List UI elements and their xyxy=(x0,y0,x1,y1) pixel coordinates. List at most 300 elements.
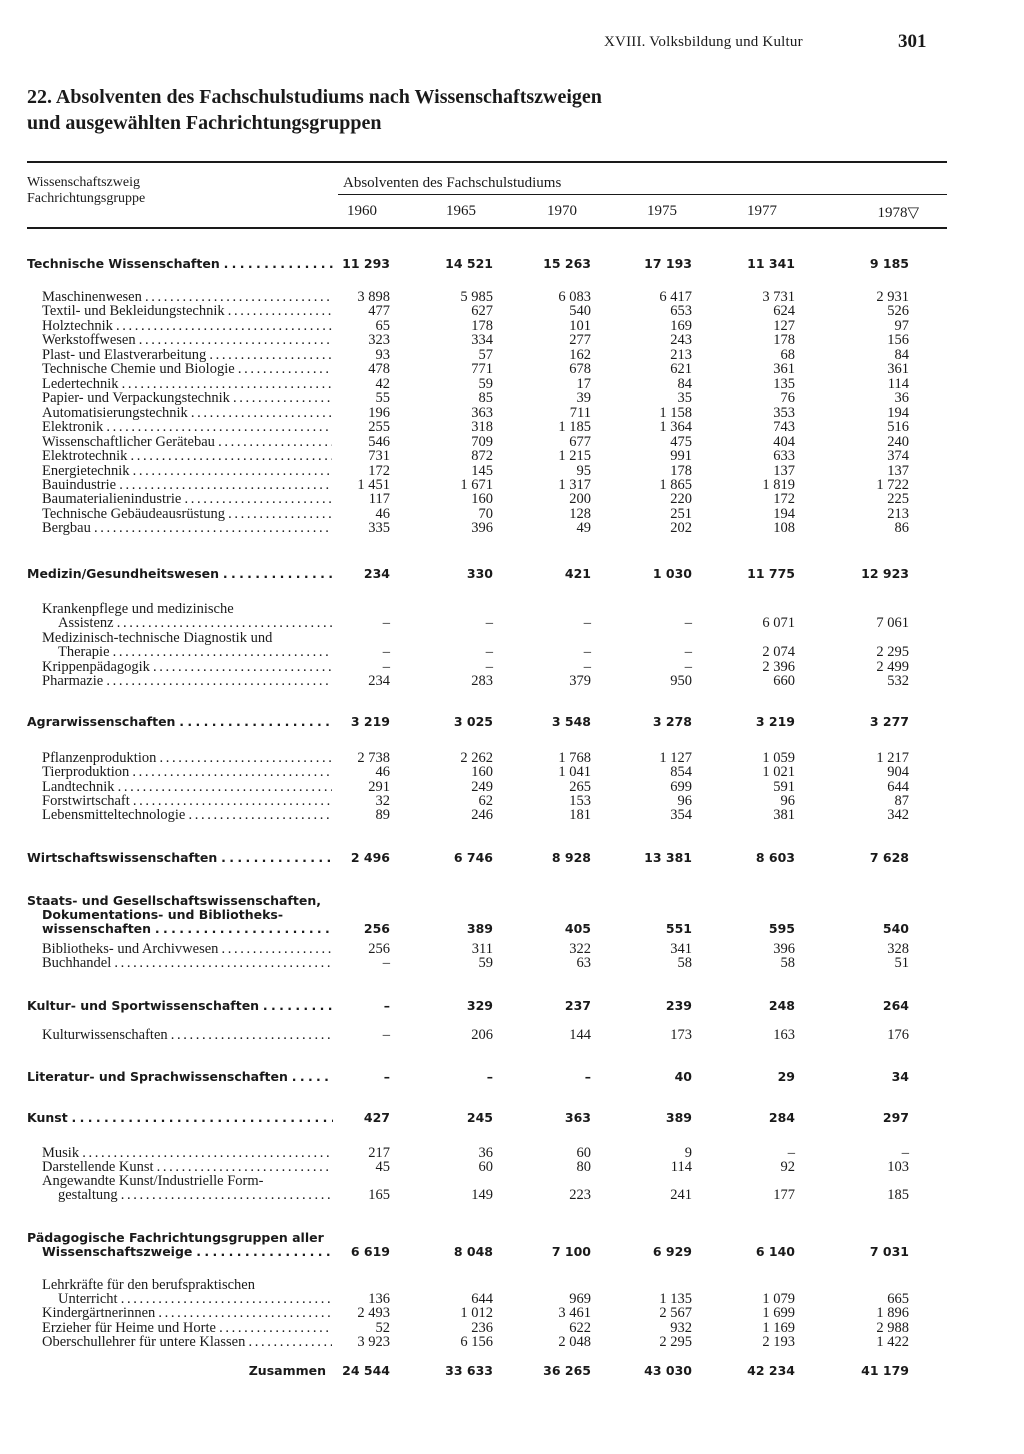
cell-1977: 96 xyxy=(780,793,795,809)
row-label: Kunst . . . xyxy=(27,1111,333,1125)
row-label: Textil- und Bekleidungstechnik . . . xyxy=(42,304,332,318)
cell-1960: 32 xyxy=(375,793,390,809)
cell-1965: 8 048 xyxy=(453,1244,493,1259)
cell-1960: 46 xyxy=(375,506,390,522)
table-title-line-2: und ausgewählten Fachrichtungsgruppen xyxy=(27,112,382,134)
cell-1975: 40 xyxy=(674,1069,692,1084)
row-label: Medizin/Gesundheitswesen . . . xyxy=(27,567,333,581)
cell-1978: 328 xyxy=(887,941,909,957)
cell-1975: 17 193 xyxy=(644,256,692,271)
table-top-rule xyxy=(27,161,947,163)
cell-1960: 196 xyxy=(368,405,390,421)
row-label: Bergbau . . . xyxy=(42,521,332,535)
cell-1960: 2 493 xyxy=(357,1305,390,1321)
cell-1975: 950 xyxy=(670,673,692,689)
cell-1977: 1 079 xyxy=(762,1291,795,1307)
cell-1975: 1 364 xyxy=(659,419,692,435)
cell-1978: 2 931 xyxy=(876,289,909,305)
cell-1960: 731 xyxy=(368,448,390,464)
cell-1970: 540 xyxy=(569,303,591,319)
cell-1977: 92 xyxy=(780,1159,795,1175)
cell-1975: 354 xyxy=(670,807,692,823)
cell-1970: 1 768 xyxy=(558,750,591,766)
cell-1970: 3 461 xyxy=(558,1305,591,1321)
cell-1960: 52 xyxy=(375,1320,390,1336)
cell-1960: 42 xyxy=(375,376,390,392)
cell-1970: 7 100 xyxy=(551,1244,591,1259)
cell-1977: 2 193 xyxy=(762,1334,795,1350)
cell-1978: 374 xyxy=(887,448,909,464)
cell-1970: 969 xyxy=(569,1291,591,1307)
cell-1970: 1 041 xyxy=(558,764,591,780)
row-label: Literatur- und Sprachwissenschaften . . . xyxy=(27,1070,333,1084)
cell-1977: 591 xyxy=(773,779,795,795)
row-label: gestaltung . . . xyxy=(58,1188,332,1202)
cell-1978: 7 031 xyxy=(869,1244,909,1259)
cell-1977: 177 xyxy=(773,1187,795,1203)
column-group-header: Absolventen des Fachschulstudiums xyxy=(343,175,562,191)
cell-1978: 342 xyxy=(887,807,909,823)
row-label: Angewandte Kunst/Industrielle Form- xyxy=(42,1174,264,1188)
cell-1960: 256 xyxy=(368,941,390,957)
cell-1970: 128 xyxy=(569,506,591,522)
cell-1960: 3 898 xyxy=(357,289,390,305)
header-bottom-rule xyxy=(27,227,947,229)
cell-1970: 144 xyxy=(569,1027,591,1043)
cell-1965: 60 xyxy=(478,1159,493,1175)
cell-1965: 245 xyxy=(466,1110,493,1125)
row-label: Dokumentations- und Bibliotheks- xyxy=(42,908,284,922)
cell-1970: 162 xyxy=(569,347,591,363)
cell-1977: 633 xyxy=(773,448,795,464)
row-label: Papier- und Verpackungstechnik . . . xyxy=(42,391,332,405)
row-label: Unterricht . . . xyxy=(58,1292,332,1306)
row-label: Lebensmitteltechnologie . . . xyxy=(42,808,332,822)
cell-1978: 2 295 xyxy=(876,644,909,660)
cell-1965: 145 xyxy=(471,463,493,479)
cell-1965: 85 xyxy=(478,390,493,406)
cell-1970: – xyxy=(583,659,591,675)
cell-1975: 1 127 xyxy=(659,750,692,766)
cell-1977: 660 xyxy=(773,673,795,689)
row-label: Kulturwissenschaften . . . xyxy=(42,1028,332,1042)
cell-1960: 172 xyxy=(368,463,390,479)
cell-1965: 70 xyxy=(478,506,493,522)
cell-1965: 160 xyxy=(471,491,493,507)
table-title-line-1: 22. Absolventen des Fachschulstudiums nach Wissenschaftszweigen xyxy=(27,86,602,108)
cell-1978: 87 xyxy=(894,793,909,809)
row-label: Krankenpflege und medizinische xyxy=(42,602,234,616)
cell-1965: 363 xyxy=(471,405,493,421)
row-label: Lehrkräfte für den berufspraktischen xyxy=(42,1278,255,1292)
cell-1960: 45 xyxy=(375,1159,390,1175)
cell-1975: – xyxy=(684,615,692,631)
cell-1970: 101 xyxy=(569,318,591,334)
cell-1970: 421 xyxy=(564,566,591,581)
cell-1970: 237 xyxy=(564,998,591,1013)
cell-1977: 2 074 xyxy=(762,644,795,660)
cell-1978: 516 xyxy=(887,419,909,435)
cell-1977: 178 xyxy=(773,332,795,348)
cell-1965: 5 985 xyxy=(460,289,493,305)
cell-1970: 39 xyxy=(576,390,591,406)
cell-1960: 234 xyxy=(368,673,390,689)
cell-1977: 8 603 xyxy=(755,850,795,865)
cell-1975: 6 417 xyxy=(659,289,692,305)
row-label: Kindergärtnerinnen . . . xyxy=(42,1306,332,1320)
cell-1977: 29 xyxy=(777,1069,795,1084)
cell-1977: 108 xyxy=(773,520,795,536)
cell-1960: – xyxy=(382,1027,390,1043)
column-group-rule xyxy=(338,194,947,195)
cell-1977: 11 341 xyxy=(747,256,795,271)
row-label: Pharmazie . . . xyxy=(42,674,332,688)
cell-1960: 478 xyxy=(368,361,390,377)
cell-1975: 3 278 xyxy=(652,714,692,729)
cell-1977: 381 xyxy=(773,807,795,823)
cell-1960: 234 xyxy=(363,566,390,581)
cell-1970: 677 xyxy=(569,434,591,450)
cell-1978: – xyxy=(901,1145,909,1161)
cell-1975: 1 158 xyxy=(659,405,692,421)
cell-1965: 59 xyxy=(478,955,493,971)
year-header: 1965 xyxy=(446,203,476,219)
cell-1975: 35 xyxy=(677,390,692,406)
cell-1978: 540 xyxy=(882,921,909,936)
cell-1965: 872 xyxy=(471,448,493,464)
row-label: Pädagogische Fachrichtungsgruppen aller xyxy=(27,1231,324,1245)
cell-1965: 206 xyxy=(471,1027,493,1043)
cell-1960: – xyxy=(382,659,390,675)
cell-1960: 93 xyxy=(375,347,390,363)
cell-1978: 225 xyxy=(887,491,909,507)
year-header: 1975 xyxy=(647,203,677,219)
cell-1960: – xyxy=(383,1069,390,1084)
cell-1965: 311 xyxy=(471,941,493,957)
cell-1965: 1 671 xyxy=(460,477,493,493)
cell-1977: 284 xyxy=(768,1110,795,1125)
cell-1965: 249 xyxy=(471,779,493,795)
cell-1975: 9 xyxy=(684,1145,692,1161)
cell-1978: 297 xyxy=(882,1110,909,1125)
cell-1977: 743 xyxy=(773,419,795,435)
cell-1970: 17 xyxy=(576,376,591,392)
row-label: Automatisierungstechnik . . . xyxy=(42,406,332,420)
cell-1965: 330 xyxy=(466,566,493,581)
cell-1970: 1 215 xyxy=(558,448,591,464)
cell-1975: 6 929 xyxy=(652,1244,692,1259)
cell-1977: 163 xyxy=(773,1027,795,1043)
cell-1978: 7 628 xyxy=(869,850,909,865)
row-label: Kultur- und Sportwissenschaften . . . xyxy=(27,999,333,1013)
page-number: 301 xyxy=(898,31,927,52)
row-label: Bauindustrie . . . xyxy=(42,478,332,492)
cell-1977: 1 169 xyxy=(762,1320,795,1336)
row-label: Medizinisch-technische Diagnostik und xyxy=(42,631,273,645)
cell-1965: 396 xyxy=(471,520,493,536)
stub-header-line-1: Wissenschaftszweig xyxy=(27,175,140,190)
cell-1960: 1 451 xyxy=(357,477,390,493)
cell-1970: 49 xyxy=(576,520,591,536)
cell-1960: 46 xyxy=(375,764,390,780)
cell-1978: 2 499 xyxy=(876,659,909,675)
row-label: Wissenschaftszweige . . . xyxy=(42,1245,333,1259)
cell-1978: 185 xyxy=(887,1187,909,1203)
cell-1978: 532 xyxy=(887,673,909,689)
cell-1975: 854 xyxy=(670,764,692,780)
cell-1960: – xyxy=(382,644,390,660)
cell-1965: 709 xyxy=(471,434,493,450)
cell-1977: 595 xyxy=(768,921,795,936)
cell-1978: 1 896 xyxy=(876,1305,909,1321)
stub-header xyxy=(27,175,145,207)
cell-1978: 41 179 xyxy=(861,1363,909,1378)
cell-1960: 291 xyxy=(368,779,390,795)
cell-1965: 6 156 xyxy=(460,1334,493,1350)
row-label: wissenschaften . . . xyxy=(42,922,333,936)
cell-1975: 241 xyxy=(670,1187,692,1203)
cell-1977: 1 059 xyxy=(762,750,795,766)
cell-1965: – xyxy=(486,1069,493,1084)
cell-1965: 318 xyxy=(471,419,493,435)
cell-1965: 59 xyxy=(478,376,493,392)
cell-1970: 6 083 xyxy=(558,289,591,305)
cell-1975: – xyxy=(684,659,692,675)
cell-1978: 36 xyxy=(894,390,909,406)
row-label: Erzieher für Heime und Horte . . . xyxy=(42,1321,332,1335)
cell-1978: 12 923 xyxy=(861,566,909,581)
cell-1970: 2 048 xyxy=(558,1334,591,1350)
row-label: Oberschullehrer für untere Klassen . . . xyxy=(42,1335,332,1349)
cell-1965: 246 xyxy=(471,807,493,823)
cell-1970: – xyxy=(584,1069,591,1084)
cell-1975: 699 xyxy=(670,779,692,795)
cell-1978: 137 xyxy=(887,463,909,479)
cell-1970: 711 xyxy=(569,405,591,421)
cell-1970: 678 xyxy=(569,361,591,377)
cell-1975: 243 xyxy=(670,332,692,348)
cell-1978: 103 xyxy=(887,1159,909,1175)
cell-1978: 86 xyxy=(894,520,909,536)
cell-1965: 178 xyxy=(471,318,493,334)
cell-1978: 904 xyxy=(887,764,909,780)
cell-1960: 323 xyxy=(368,332,390,348)
cell-1975: 475 xyxy=(670,434,692,450)
cell-1977: 76 xyxy=(780,390,795,406)
row-label: Pflanzenproduktion . . . xyxy=(42,751,332,765)
row-label: Maschinenwesen . . . xyxy=(42,290,332,304)
cell-1960: 24 544 xyxy=(342,1363,390,1378)
cell-1960: 6 619 xyxy=(350,1244,390,1259)
cell-1965: 2 262 xyxy=(460,750,493,766)
cell-1977: 127 xyxy=(773,318,795,334)
cell-1975: 202 xyxy=(670,520,692,536)
cell-1977: 58 xyxy=(780,955,795,971)
row-label: Holztechnik . . . xyxy=(42,319,332,333)
cell-1978: 2 988 xyxy=(876,1320,909,1336)
cell-1975: 2 295 xyxy=(659,1334,692,1350)
row-label: Werkstoffwesen . . . xyxy=(42,333,332,347)
cell-1960: – xyxy=(383,998,390,1013)
cell-1977: 1 819 xyxy=(762,477,795,493)
row-label: Forstwirtschaft . . . xyxy=(42,794,332,808)
cell-1978: 114 xyxy=(887,376,909,392)
cell-1977: 2 396 xyxy=(762,659,795,675)
stub-header-line-2: Fachrichtungsgruppe xyxy=(27,191,146,206)
cell-1977: 3 731 xyxy=(762,289,795,305)
cell-1965: 644 xyxy=(471,1291,493,1307)
cell-1978: 7 061 xyxy=(876,615,909,631)
row-label: Therapie . . . xyxy=(58,645,332,659)
cell-1977: 6 140 xyxy=(755,1244,795,1259)
cell-1960: 335 xyxy=(368,520,390,536)
cell-1970: 153 xyxy=(569,793,591,809)
cell-1960: 89 xyxy=(375,807,390,823)
cell-1970: 60 xyxy=(576,1145,591,1161)
cell-1965: 3 025 xyxy=(453,714,493,729)
cell-1965: 329 xyxy=(466,998,493,1013)
cell-1975: 341 xyxy=(670,941,692,957)
row-label: Buchhandel . . . xyxy=(42,956,332,970)
cell-1977: 172 xyxy=(773,491,795,507)
cell-1970: – xyxy=(583,644,591,660)
year-header: 1960 xyxy=(347,203,377,219)
cell-1977: 11 775 xyxy=(747,566,795,581)
cell-1975: 58 xyxy=(677,955,692,971)
row-label: Baumaterialienindustrie . . . xyxy=(42,492,332,506)
cell-1978: 213 xyxy=(887,506,909,522)
cell-1970: 363 xyxy=(564,1110,591,1125)
cell-1978: 1 217 xyxy=(876,750,909,766)
cell-1977: 1 699 xyxy=(762,1305,795,1321)
year-header: 1970 xyxy=(547,203,577,219)
cell-1970: 1 185 xyxy=(558,419,591,435)
cell-1978: 361 xyxy=(887,361,909,377)
row-label: Krippenpädagogik . . . xyxy=(42,660,332,674)
cell-1960: 165 xyxy=(368,1187,390,1203)
cell-1960: 11 293 xyxy=(342,256,390,271)
cell-1970: 63 xyxy=(576,955,591,971)
cell-1975: 991 xyxy=(670,448,692,464)
cell-1965: 33 633 xyxy=(445,1363,493,1378)
cell-1975: 2 567 xyxy=(659,1305,692,1321)
cell-1978: 240 xyxy=(887,434,909,450)
cell-1977: 248 xyxy=(768,998,795,1013)
cell-1975: 653 xyxy=(670,303,692,319)
cell-1960: 427 xyxy=(363,1110,390,1125)
cell-1978: 665 xyxy=(887,1291,909,1307)
cell-1960: – xyxy=(382,615,390,631)
row-label: Ledertechnik . . . xyxy=(42,377,332,391)
cell-1960: 3 923 xyxy=(357,1334,390,1350)
cell-1977: – xyxy=(787,1145,795,1161)
row-label: Technische Gebäudeausrüstung . . . xyxy=(42,507,332,521)
cell-1960: 3 219 xyxy=(350,714,390,729)
cell-1978: 176 xyxy=(887,1027,909,1043)
row-label: Technische Chemie und Biologie . . . xyxy=(42,362,332,376)
cell-1965: 36 xyxy=(478,1145,493,1161)
cell-1970: 80 xyxy=(576,1159,591,1175)
cell-1977: 3 219 xyxy=(755,714,795,729)
cell-1978: 526 xyxy=(887,303,909,319)
cell-1965: 771 xyxy=(471,361,493,377)
row-label: Elektrotechnik . . . xyxy=(42,449,332,463)
cell-1978: 84 xyxy=(894,347,909,363)
cell-1970: 15 263 xyxy=(543,256,591,271)
cell-1978: 51 xyxy=(894,955,909,971)
cell-1975: 1 865 xyxy=(659,477,692,493)
cell-1960: 55 xyxy=(375,390,390,406)
row-label: Technische Wissenschaften . . . xyxy=(27,257,333,271)
cell-1977: 137 xyxy=(773,463,795,479)
cell-1965: – xyxy=(485,644,493,660)
cell-1960: 117 xyxy=(368,491,390,507)
row-label: Staats- und Gesellschaftswissenschaften, xyxy=(27,894,321,908)
running-head: XVIII. Volksbildung und Kultur xyxy=(604,34,803,50)
cell-1965: – xyxy=(485,615,493,631)
cell-1975: 178 xyxy=(670,463,692,479)
cell-1978: 34 xyxy=(891,1069,909,1084)
cell-1965: 62 xyxy=(478,793,493,809)
cell-1975: – xyxy=(684,644,692,660)
cell-1978: 3 277 xyxy=(869,714,909,729)
cell-1975: 220 xyxy=(670,491,692,507)
cell-1975: 114 xyxy=(670,1159,692,1175)
cell-1977: 42 234 xyxy=(747,1363,795,1378)
cell-1975: 389 xyxy=(665,1110,692,1125)
cell-1975: 621 xyxy=(670,361,692,377)
cell-1975: 239 xyxy=(665,998,692,1013)
cell-1977: 68 xyxy=(780,347,795,363)
row-label: Energietechnik . . . xyxy=(42,464,332,478)
cell-1977: 194 xyxy=(773,506,795,522)
cell-1960: 256 xyxy=(363,921,390,936)
cell-1977: 1 021 xyxy=(762,764,795,780)
row-label: Elektronik . . . xyxy=(42,420,332,434)
cell-1970: 8 928 xyxy=(551,850,591,865)
cell-1975: 932 xyxy=(670,1320,692,1336)
cell-1975: 84 xyxy=(677,376,692,392)
cell-1975: 251 xyxy=(670,506,692,522)
cell-1965: 334 xyxy=(471,332,493,348)
cell-1978: 264 xyxy=(882,998,909,1013)
cell-1960: 477 xyxy=(368,303,390,319)
year-header: 1977 xyxy=(747,203,777,219)
cell-1977: 624 xyxy=(773,303,795,319)
cell-1970: 36 265 xyxy=(543,1363,591,1378)
cell-1960: 2 496 xyxy=(350,850,390,865)
cell-1970: 379 xyxy=(569,673,591,689)
cell-1975: 96 xyxy=(677,793,692,809)
cell-1978: 194 xyxy=(887,405,909,421)
cell-1978: 1 422 xyxy=(876,1334,909,1350)
cell-1975: 213 xyxy=(670,347,692,363)
cell-1965: 1 012 xyxy=(460,1305,493,1321)
cell-1977: 6 071 xyxy=(762,615,795,631)
row-label: Zusammen xyxy=(248,1364,326,1378)
cell-1977: 404 xyxy=(773,434,795,450)
cell-1970: 1 317 xyxy=(558,477,591,493)
cell-1978: 97 xyxy=(894,318,909,334)
cell-1975: 173 xyxy=(670,1027,692,1043)
cell-1970: 95 xyxy=(576,463,591,479)
cell-1978: 9 185 xyxy=(869,256,909,271)
cell-1970: 223 xyxy=(569,1187,591,1203)
cell-1965: 149 xyxy=(471,1187,493,1203)
cell-1965: – xyxy=(485,659,493,675)
cell-1965: 57 xyxy=(478,347,493,363)
cell-1960: 255 xyxy=(368,419,390,435)
